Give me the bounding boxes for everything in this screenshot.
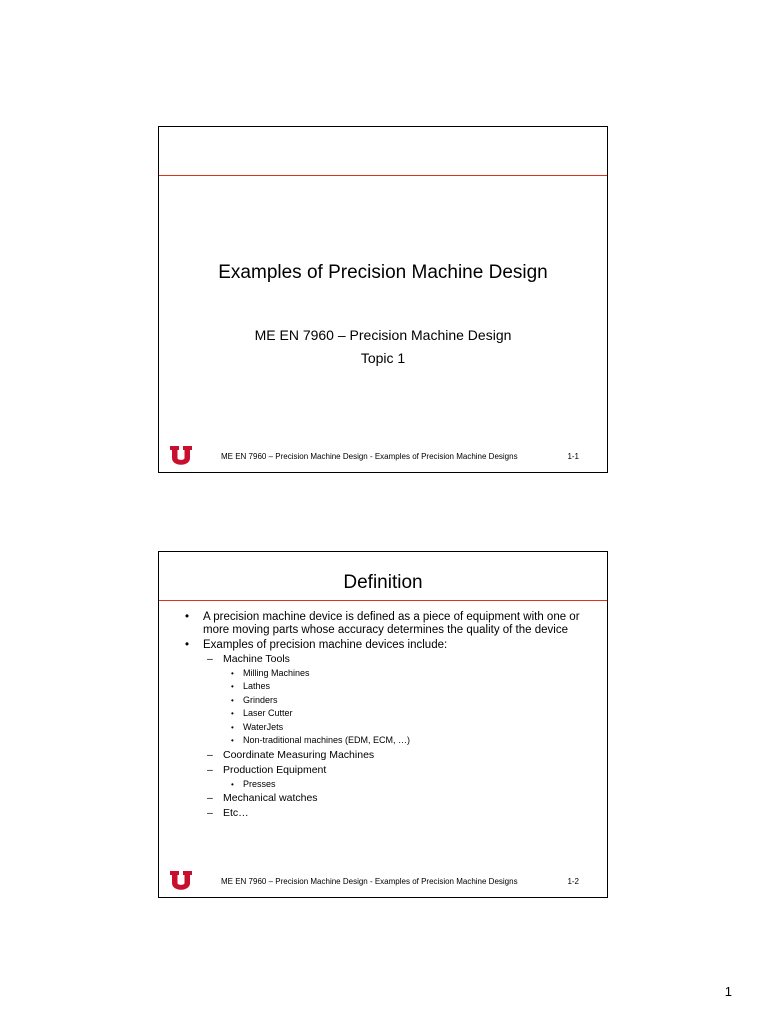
header-divider [159, 175, 607, 176]
slide-number: 1-1 [567, 452, 579, 461]
sub-sub-bullet: • Grinders [185, 694, 595, 708]
sub-bullet-etc: – Etc… [185, 806, 595, 821]
bullet-definition: • A precision machine device is defined as a piece of equipment with one or more moving parts whose accuracy determines the quality of the device [185, 611, 595, 636]
sheet-page-number: 1 [724, 984, 732, 999]
sub-bullet-production: – Production Equipment [185, 763, 595, 778]
slide-2 [158, 551, 608, 898]
bullet-list [185, 611, 595, 821]
sub-sub-bullet: • Lathes [185, 680, 595, 694]
university-u-logo-icon [169, 444, 193, 468]
sub-bullet-watches: – Mechanical watches [185, 791, 595, 806]
sub-sub-bullet: • Non-traditional machines (EDM, ECM, …) [185, 734, 595, 748]
course-subtitle: ME EN 7960 – Precision Machine Design [254, 327, 512, 343]
slide-title: Examples of Precision Machine Design [218, 262, 548, 283]
footer-text: ME EN 7960 – Precision Machine Design - Examples of Precision Machine Designs [221, 452, 518, 461]
university-u-logo-icon [169, 869, 193, 893]
slide-footer [159, 867, 607, 897]
slide-1 [158, 126, 608, 473]
topic-subtitle: Topic 1 [360, 350, 406, 366]
bullet-examples: • Examples of precision machine devices include: [185, 639, 595, 652]
slide-number: 1-2 [567, 877, 579, 886]
footer-text: ME EN 7960 – Precision Machine Design - Examples of Precision Machine Designs [221, 877, 518, 886]
slide-title: Definition [343, 572, 423, 593]
slide-footer [159, 442, 607, 472]
sub-sub-bullet: • Milling Machines [185, 667, 595, 681]
sub-sub-bullet: • Presses [185, 778, 595, 792]
sub-sub-bullet: • Laser Cutter [185, 707, 595, 721]
sub-sub-bullet: • WaterJets [185, 721, 595, 735]
sub-bullet-cmm: – Coordinate Measuring Machines [185, 748, 595, 763]
sub-bullet-machine-tools: – Machine Tools [185, 652, 595, 667]
header-divider [159, 600, 607, 601]
